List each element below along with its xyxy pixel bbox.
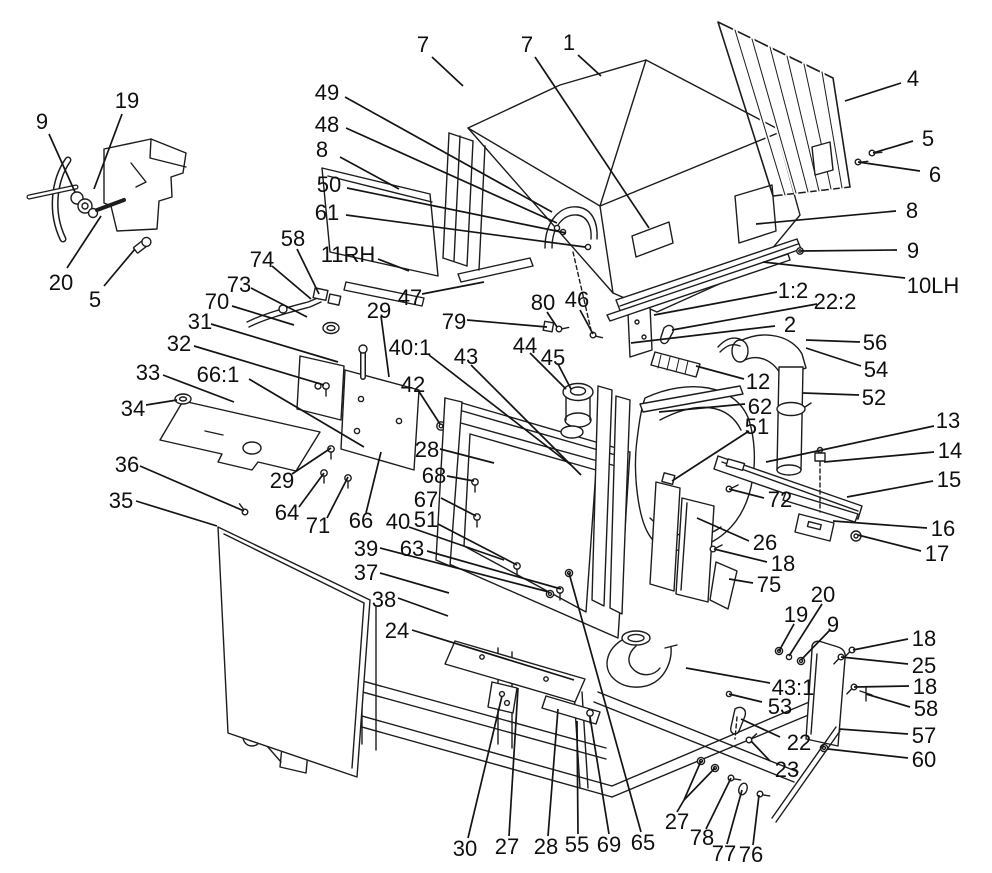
callout-72: 72 bbox=[767, 487, 793, 512]
callout-23: 23 bbox=[774, 757, 800, 782]
callout-8: 8 bbox=[905, 198, 919, 223]
callout-80: 80 bbox=[530, 290, 556, 315]
callout-27: 27 bbox=[494, 834, 520, 859]
callout-51: 51 bbox=[413, 507, 439, 532]
callout-46: 46 bbox=[564, 287, 590, 312]
screw-icon bbox=[868, 148, 881, 158]
callout-58: 58 bbox=[280, 226, 306, 251]
callout-31: 31 bbox=[187, 309, 213, 334]
leader-line-52 bbox=[803, 393, 859, 395]
inset-hose-assembly bbox=[29, 139, 186, 254]
leader-line-55 bbox=[577, 721, 578, 834]
callout-9: 9 bbox=[826, 612, 840, 637]
callout-7: 7 bbox=[520, 32, 534, 57]
callout-35: 35 bbox=[108, 488, 134, 513]
leader-line-16 bbox=[833, 521, 927, 528]
callout-67: 67 bbox=[413, 487, 439, 512]
leader-line-5 bbox=[104, 249, 135, 286]
callout-43:1: 43:1 bbox=[771, 675, 815, 700]
leader-line-47 bbox=[422, 282, 484, 294]
callout-66:1: 66:1 bbox=[196, 362, 240, 387]
leader-line-27 bbox=[684, 768, 715, 800]
callout-60: 60 bbox=[911, 747, 937, 772]
callout-36: 36 bbox=[114, 452, 140, 477]
screen-panel bbox=[218, 503, 370, 777]
callout-24: 24 bbox=[384, 618, 410, 643]
leader-line-7 bbox=[432, 57, 463, 86]
callout-57: 57 bbox=[911, 723, 937, 748]
leader-line-77 bbox=[727, 790, 742, 844]
callout-79: 79 bbox=[441, 309, 467, 334]
leader-line-66 bbox=[366, 452, 381, 513]
leader-line-38 bbox=[398, 598, 448, 616]
callout-29: 29 bbox=[269, 468, 295, 493]
callout-39: 39 bbox=[353, 536, 379, 561]
callout-73: 73 bbox=[226, 272, 252, 297]
callout-26: 26 bbox=[752, 530, 778, 555]
callout-12: 12 bbox=[745, 369, 771, 394]
leader-line-14 bbox=[824, 452, 934, 462]
leader-line-9 bbox=[801, 250, 897, 251]
callout-18: 18 bbox=[911, 626, 937, 651]
callout-34: 34 bbox=[120, 396, 146, 421]
callout-55: 55 bbox=[564, 832, 590, 857]
callout-10LH: 10LH bbox=[906, 273, 960, 298]
leader-line-25 bbox=[841, 657, 908, 664]
callout-69: 69 bbox=[596, 832, 622, 857]
callout-62: 62 bbox=[747, 394, 773, 419]
leader-line-27 bbox=[684, 761, 701, 800]
leader-line-18 bbox=[853, 639, 908, 650]
leader-line-64 bbox=[299, 473, 324, 507]
callout-11RH: 11RH bbox=[320, 242, 376, 267]
leader-line-28 bbox=[548, 709, 558, 836]
callout-76: 76 bbox=[738, 842, 764, 867]
leader-line-71 bbox=[327, 477, 348, 518]
callout-5: 5 bbox=[88, 287, 102, 312]
callout-70: 70 bbox=[204, 289, 230, 314]
callout-32: 32 bbox=[166, 331, 192, 356]
leader-line-73 bbox=[251, 288, 307, 317]
callout-30: 30 bbox=[452, 836, 478, 861]
leader-line-34 bbox=[146, 400, 177, 405]
callout-37: 37 bbox=[353, 560, 379, 585]
leader-line-58 bbox=[866, 694, 910, 707]
callout-18: 18 bbox=[912, 674, 938, 699]
leader-line-17 bbox=[858, 535, 921, 551]
callout-33: 33 bbox=[135, 360, 161, 385]
callout-38: 38 bbox=[371, 587, 397, 612]
leader-line-35 bbox=[136, 501, 217, 526]
callout-22: 22 bbox=[786, 730, 812, 755]
leader-line-12 bbox=[696, 366, 744, 379]
callout-63: 63 bbox=[399, 536, 425, 561]
callout-29: 29 bbox=[366, 298, 392, 323]
callout-58: 58 bbox=[913, 696, 939, 721]
leader-line-60 bbox=[828, 749, 908, 758]
callout-15: 15 bbox=[936, 467, 962, 492]
callout-18: 18 bbox=[770, 551, 796, 576]
callout-53: 53 bbox=[767, 694, 793, 719]
callout-40:1: 40:1 bbox=[388, 335, 432, 360]
callout-13: 13 bbox=[935, 408, 961, 433]
callout-48: 48 bbox=[314, 112, 340, 137]
callout-44: 44 bbox=[512, 333, 538, 358]
callout-7: 7 bbox=[416, 32, 430, 57]
leader-line-54 bbox=[806, 348, 861, 366]
leader-line-43:1 bbox=[686, 668, 770, 683]
callout-71: 71 bbox=[305, 513, 331, 538]
callout-64: 64 bbox=[274, 500, 300, 525]
small-fasteners bbox=[543, 321, 602, 343]
callout-51: 51 bbox=[744, 414, 770, 439]
callout-8: 8 bbox=[315, 137, 329, 162]
callout-16: 16 bbox=[930, 516, 956, 541]
callout-68: 68 bbox=[421, 463, 447, 488]
intake-elbow bbox=[607, 631, 677, 687]
callout-1:2: 1:2 bbox=[777, 278, 809, 303]
callout-27: 27 bbox=[664, 809, 690, 834]
callout-17: 17 bbox=[924, 541, 950, 566]
leader-line-76 bbox=[753, 795, 759, 845]
leader-line-20 bbox=[67, 216, 101, 268]
callout-49: 49 bbox=[314, 80, 340, 105]
callout-20: 20 bbox=[48, 270, 74, 295]
callout-4: 4 bbox=[906, 66, 920, 91]
heat-shield-plate bbox=[160, 394, 320, 471]
callout-22:2: 22:2 bbox=[813, 289, 857, 314]
callout-6: 6 bbox=[928, 162, 942, 187]
callout-75: 75 bbox=[756, 572, 782, 597]
callout-9: 9 bbox=[35, 109, 49, 134]
leader-line-19 bbox=[779, 624, 794, 651]
callout-14: 14 bbox=[937, 438, 963, 463]
callout-43: 43 bbox=[453, 344, 479, 369]
callout-28: 28 bbox=[533, 834, 559, 859]
screw-icon bbox=[133, 236, 153, 254]
leader-line-10LH bbox=[763, 262, 905, 278]
callout-45: 45 bbox=[540, 345, 566, 370]
callout-2: 2 bbox=[783, 312, 797, 337]
callout-47: 47 bbox=[397, 285, 423, 310]
callout-65: 65 bbox=[630, 830, 656, 855]
leader-line-15 bbox=[847, 481, 933, 497]
leader-line-57 bbox=[839, 729, 908, 734]
leader-line-36 bbox=[140, 466, 244, 511]
leader-line-18 bbox=[854, 686, 909, 687]
callout-40: 40 bbox=[385, 509, 411, 534]
callout-9: 9 bbox=[906, 238, 920, 263]
leader-line-6 bbox=[858, 162, 920, 171]
callout-19: 19 bbox=[783, 602, 809, 627]
leader-line-56 bbox=[806, 340, 860, 342]
leader-line-9 bbox=[49, 134, 75, 192]
leader-line-30 bbox=[468, 696, 502, 838]
leader-line-5 bbox=[873, 141, 913, 153]
callout-25: 25 bbox=[911, 653, 937, 678]
callout-5: 5 bbox=[921, 126, 935, 151]
callout-42: 42 bbox=[400, 372, 426, 397]
callout-77: 77 bbox=[711, 841, 737, 866]
leader-line-74 bbox=[272, 266, 311, 299]
leader-line-23 bbox=[751, 741, 770, 761]
callout-20: 20 bbox=[810, 582, 836, 607]
callout-52: 52 bbox=[861, 385, 887, 410]
callout-1: 1 bbox=[562, 30, 576, 55]
callout-54: 54 bbox=[863, 357, 889, 382]
hood-support-channel bbox=[443, 133, 485, 270]
leader-line-79 bbox=[467, 320, 547, 327]
callout-19: 19 bbox=[114, 88, 140, 113]
callout-56: 56 bbox=[862, 330, 888, 355]
callout-66: 66 bbox=[348, 508, 374, 533]
callout-61: 61 bbox=[314, 200, 340, 225]
leader-line-78 bbox=[706, 778, 731, 829]
screw-icon bbox=[556, 324, 569, 334]
callout-78: 78 bbox=[689, 825, 715, 850]
leader-line-4 bbox=[845, 83, 901, 101]
leader-line-69 bbox=[590, 717, 609, 834]
bolt-icon bbox=[328, 446, 334, 459]
leader-line-1 bbox=[578, 55, 601, 76]
callout-74: 74 bbox=[249, 247, 275, 272]
callout-28: 28 bbox=[414, 437, 440, 462]
callout-50: 50 bbox=[316, 172, 342, 197]
leader-line-58 bbox=[297, 249, 319, 294]
leader-line-53 bbox=[729, 694, 762, 702]
screw-icon bbox=[845, 683, 858, 693]
